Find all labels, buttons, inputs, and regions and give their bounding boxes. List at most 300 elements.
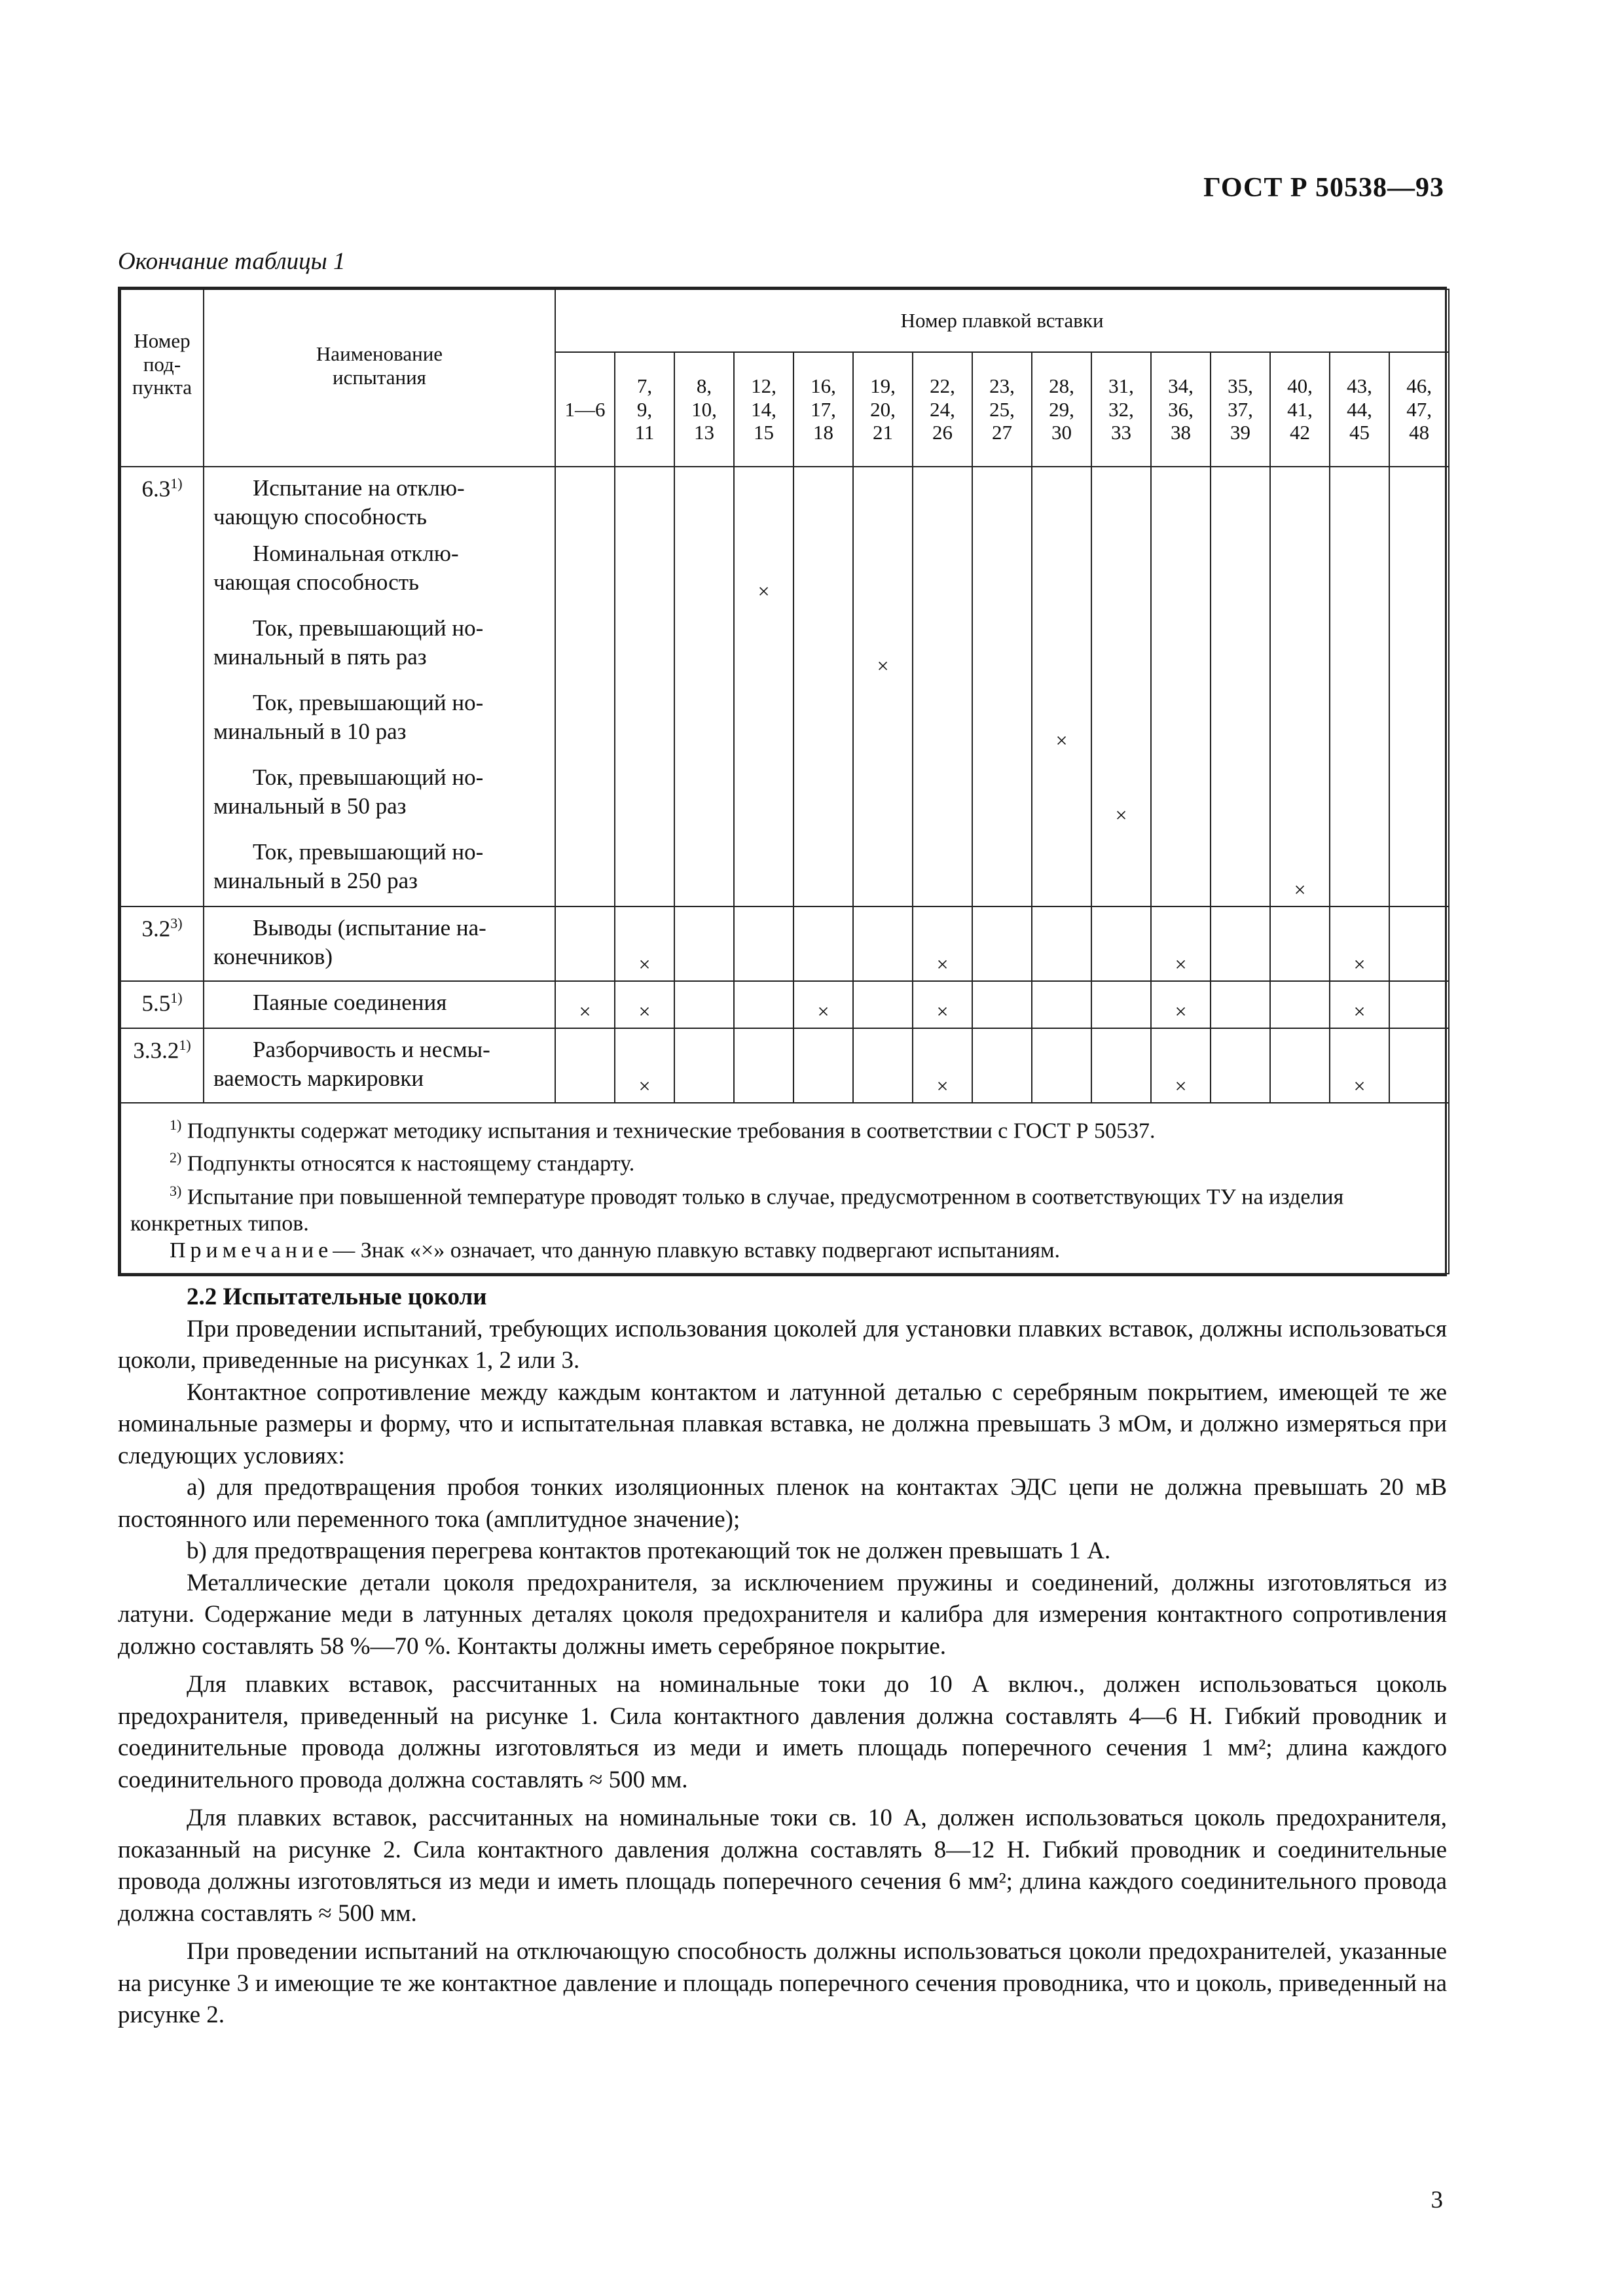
subclause-number: 6.3 bbox=[141, 476, 171, 502]
mark-slot bbox=[973, 757, 1031, 831]
mark-cell bbox=[615, 906, 674, 981]
test-mark: × bbox=[1175, 1074, 1187, 1098]
fuse-number: 26 bbox=[932, 421, 953, 444]
test-name-line: Разборчивость и несмы- bbox=[253, 1037, 490, 1062]
test-mark: × bbox=[936, 999, 949, 1023]
fuse-number: 32, bbox=[1108, 397, 1134, 421]
mark-slot bbox=[913, 533, 972, 607]
mark-slot bbox=[615, 1029, 674, 1102]
fuse-number: 46, bbox=[1406, 374, 1432, 398]
mark-slot bbox=[1211, 607, 1269, 682]
mark-slot bbox=[794, 907, 852, 980]
fuse-number: 22, bbox=[930, 374, 955, 398]
subclause-footnote-mark: 3) bbox=[170, 915, 183, 931]
mark-slot bbox=[1092, 982, 1150, 1028]
mark-slot bbox=[854, 467, 912, 533]
mark-slot bbox=[1032, 533, 1091, 607]
mark-slot bbox=[615, 757, 674, 831]
mark-cell bbox=[793, 1028, 853, 1103]
fuse-number: 13 bbox=[694, 421, 714, 444]
section-row bbox=[120, 981, 1449, 1028]
mark-slot bbox=[1092, 907, 1150, 980]
mark-cell bbox=[1389, 1028, 1449, 1103]
mark-slot bbox=[1152, 1029, 1210, 1102]
mark-slot bbox=[615, 907, 674, 980]
subclause-header-line: Номер bbox=[134, 329, 191, 352]
mark-cell bbox=[1270, 906, 1330, 981]
mark-slot bbox=[913, 831, 972, 906]
mark-slot bbox=[1092, 1029, 1150, 1102]
section-row bbox=[120, 467, 1449, 906]
mark-slot bbox=[556, 907, 614, 980]
subclause-cell bbox=[120, 906, 204, 981]
mark-slot bbox=[973, 982, 1031, 1028]
mark-cell bbox=[1211, 467, 1270, 906]
mark-slot bbox=[973, 831, 1031, 906]
test-name-line: минальный в 250 раз bbox=[213, 868, 418, 893]
mark-slot bbox=[615, 831, 674, 906]
footnote-mark: 3) bbox=[170, 1182, 182, 1199]
fuse-number: 44, bbox=[1347, 397, 1372, 421]
mark-slot bbox=[1211, 907, 1269, 980]
mark-slot bbox=[1271, 907, 1329, 980]
mark-slot bbox=[854, 982, 912, 1028]
mark-cell bbox=[734, 981, 793, 1028]
mark-slot bbox=[1330, 982, 1389, 1028]
subclause-number: 3.2 bbox=[141, 916, 171, 942]
mark-slot bbox=[1330, 467, 1389, 533]
fuse-number: 28, bbox=[1049, 374, 1074, 398]
mark-slot bbox=[615, 982, 674, 1028]
test-mark: × bbox=[638, 999, 651, 1023]
mark-slot bbox=[913, 607, 972, 682]
section-2-2 bbox=[118, 1282, 1447, 2032]
fuse-number: 38 bbox=[1171, 421, 1191, 444]
mark-slot bbox=[556, 831, 614, 906]
mark-cell bbox=[1151, 1028, 1211, 1103]
mark-slot bbox=[1330, 757, 1389, 831]
test-mark: × bbox=[936, 1074, 949, 1098]
test-name-cell bbox=[204, 981, 555, 1028]
subclause-header-line: под- bbox=[143, 352, 181, 376]
mark-slot bbox=[1330, 533, 1389, 607]
mark-cell bbox=[853, 906, 913, 981]
test-mark: × bbox=[1353, 952, 1366, 976]
mark-cell bbox=[674, 467, 734, 906]
mark-cell bbox=[1151, 906, 1211, 981]
mark-slot bbox=[854, 831, 912, 906]
mark-cell bbox=[555, 467, 615, 906]
footnotes-cell bbox=[120, 1103, 1449, 1274]
table-note bbox=[130, 1237, 1439, 1264]
mark-slot bbox=[1271, 467, 1329, 533]
mark-slot bbox=[913, 682, 972, 757]
fuse-number-cell bbox=[793, 352, 853, 467]
mark-cell bbox=[1389, 981, 1449, 1028]
test-name-line: чающая способность bbox=[213, 569, 419, 595]
mark-slot bbox=[615, 533, 674, 607]
mark-cell bbox=[913, 981, 972, 1028]
mark-slot bbox=[1390, 1029, 1448, 1102]
mark-slot bbox=[1330, 607, 1389, 682]
header-row-1 bbox=[120, 289, 1449, 352]
mark-slot bbox=[794, 607, 852, 682]
test-mark: × bbox=[1175, 999, 1187, 1023]
test-name-cell bbox=[204, 467, 555, 906]
fuse-number-cell bbox=[1211, 352, 1270, 467]
mark-slot bbox=[1390, 607, 1448, 682]
mark-cell bbox=[913, 1028, 972, 1103]
mark-cell bbox=[1032, 906, 1091, 981]
mark-slot bbox=[913, 757, 972, 831]
mark-slot bbox=[735, 757, 793, 831]
mark-slot bbox=[1330, 831, 1389, 906]
mark-slot bbox=[1271, 757, 1329, 831]
test-name bbox=[204, 533, 555, 607]
mark-slot bbox=[556, 467, 614, 533]
fuse-number: 7, bbox=[636, 374, 653, 398]
mark-slot bbox=[794, 831, 852, 906]
test-name-line: Ток, превышающий но- bbox=[253, 690, 484, 715]
mark-cell bbox=[555, 1028, 615, 1103]
fuse-number-cell bbox=[1091, 352, 1151, 467]
mark-slot bbox=[1211, 467, 1269, 533]
test-mark: × bbox=[1055, 728, 1068, 752]
mark-slot bbox=[1032, 907, 1091, 980]
fuse-number: 16, bbox=[811, 374, 836, 398]
fuse-number-cell bbox=[1330, 352, 1389, 467]
test-name-line: чающую способность bbox=[213, 504, 428, 529]
footnote bbox=[130, 1177, 1439, 1237]
fuse-number: 35, bbox=[1228, 374, 1253, 398]
mark-slot bbox=[675, 907, 733, 980]
test-name-line: Ток, превышающий но- bbox=[253, 764, 484, 790]
mark-cell bbox=[674, 1028, 734, 1103]
mark-cell bbox=[555, 981, 615, 1028]
fuse-number: 17, bbox=[811, 397, 836, 421]
mark-slot bbox=[1211, 831, 1269, 906]
fuse-number-cell bbox=[1151, 352, 1211, 467]
fuse-number: 11 bbox=[634, 421, 655, 444]
mark-slot bbox=[1152, 757, 1210, 831]
mark-slot bbox=[1330, 682, 1389, 757]
mark-slot bbox=[1032, 831, 1091, 906]
test-mark: × bbox=[936, 952, 949, 976]
section-row bbox=[120, 1028, 1449, 1103]
fuse-number: 37, bbox=[1228, 397, 1253, 421]
mark-cell bbox=[1211, 906, 1270, 981]
body-paragraph: а) для предотвращения пробоя тонких изоляционных пленок на контактах ЭДС цепи не должна превышать 20 мВ постоянного или переменного тока (амплитудное значение); bbox=[118, 1474, 1447, 1533]
mark-cell bbox=[1330, 1028, 1389, 1103]
test-mark: × bbox=[1353, 999, 1366, 1023]
mark-slot bbox=[735, 831, 793, 906]
mark-cell bbox=[615, 1028, 674, 1103]
mark-cell bbox=[1330, 467, 1389, 906]
mark-slot bbox=[1092, 607, 1150, 682]
mark-slot bbox=[1211, 533, 1269, 607]
mark-slot bbox=[1152, 607, 1210, 682]
test-name-line: Выводы (испытание на- bbox=[253, 915, 486, 941]
test-name bbox=[204, 907, 555, 980]
subclause-footnote-mark: 1) bbox=[170, 475, 183, 492]
mark-cell bbox=[1151, 981, 1211, 1028]
mark-cell bbox=[913, 906, 972, 981]
test-mark: × bbox=[1115, 803, 1127, 827]
mark-cell bbox=[555, 906, 615, 981]
fuse-number: 19, bbox=[870, 374, 896, 398]
body-paragraph: При проведении испытаний, требующих использования цоколей для установки плавких вставок, должны использоваться цоколи, приведенные на рисунках 1, 2 или 3. bbox=[118, 1315, 1447, 1374]
fuse-number: 10, bbox=[691, 397, 717, 421]
fuse-number: 8, bbox=[696, 374, 712, 398]
test-name-line: минальный в 10 раз bbox=[213, 719, 407, 744]
mark-slot bbox=[1390, 831, 1448, 906]
fuse-number-cell bbox=[972, 352, 1032, 467]
fuse-number: 33 bbox=[1111, 421, 1131, 444]
footnote-text: Испытание при повышенной температуре проводят только в случае, предусмотренном в соответствующих ТУ на изделия конкретных типов. bbox=[130, 1184, 1344, 1236]
mark-slot bbox=[735, 682, 793, 757]
test-name bbox=[204, 982, 555, 1028]
mark-cell bbox=[793, 467, 853, 906]
fuse-number: 39 bbox=[1230, 421, 1250, 444]
mark-slot bbox=[913, 467, 972, 533]
fuse-number: 47, bbox=[1406, 397, 1432, 421]
footnotes-row bbox=[120, 1103, 1449, 1274]
mark-slot bbox=[675, 1029, 733, 1102]
mark-slot bbox=[1032, 467, 1091, 533]
mark-slot bbox=[615, 467, 674, 533]
mark-slot bbox=[854, 907, 912, 980]
mark-cell bbox=[793, 981, 853, 1028]
fuse-number: 43, bbox=[1347, 374, 1372, 398]
mark-cell bbox=[674, 906, 734, 981]
test-name bbox=[204, 757, 555, 831]
mark-slot bbox=[1092, 533, 1150, 607]
test-name bbox=[204, 1029, 555, 1102]
table-continuation-label: Окончание таблицы 1 bbox=[118, 248, 346, 275]
mark-slot bbox=[1211, 982, 1269, 1028]
body-paragraph: Контактное сопротивление между каждым контактом и латунной деталью с серебряным покрытием, имеющей те же номинальные размеры и форму, что и испытательная плавкая вставка, не должна превышать 3 мОм, и должно измеряться при следующих условиях: bbox=[118, 1378, 1447, 1469]
mark-slot bbox=[1390, 682, 1448, 757]
test-mark: × bbox=[1175, 952, 1187, 976]
mark-slot bbox=[556, 607, 614, 682]
fuse-number: 42 bbox=[1290, 421, 1310, 444]
test-name bbox=[204, 682, 555, 757]
test-mark: × bbox=[579, 999, 591, 1023]
mark-slot bbox=[1390, 907, 1448, 980]
mark-slot bbox=[1390, 467, 1448, 533]
mark-cell bbox=[853, 1028, 913, 1103]
note-label: Примечание bbox=[170, 1238, 333, 1263]
subclause-cell bbox=[120, 981, 204, 1028]
test-mark: × bbox=[817, 999, 830, 1023]
mark-slot bbox=[1032, 982, 1091, 1028]
mark-cell bbox=[1032, 981, 1091, 1028]
test-name-header bbox=[204, 289, 555, 467]
mark-slot bbox=[973, 682, 1031, 757]
mark-cell bbox=[972, 981, 1032, 1028]
mark-slot bbox=[1330, 1029, 1389, 1102]
fuse-number: 24, bbox=[930, 397, 955, 421]
test-name-line: Паяные соединения bbox=[253, 990, 447, 1015]
mark-slot bbox=[854, 1029, 912, 1102]
subclause-number: 3.3.2 bbox=[133, 1037, 179, 1064]
mark-slot bbox=[794, 757, 852, 831]
mark-cell bbox=[1270, 981, 1330, 1028]
mark-slot bbox=[1271, 982, 1329, 1028]
mark-cell bbox=[913, 467, 972, 906]
fuse-number: 34, bbox=[1168, 374, 1194, 398]
mark-cell bbox=[1330, 906, 1389, 981]
fuse-number: 1—6 bbox=[564, 397, 606, 421]
mark-cell bbox=[1389, 906, 1449, 981]
fuse-number: 27 bbox=[992, 421, 1012, 444]
mark-slot bbox=[735, 533, 793, 607]
mark-slot bbox=[615, 607, 674, 682]
mark-slot bbox=[794, 467, 852, 533]
mark-slot bbox=[1092, 757, 1150, 831]
mark-cell bbox=[1091, 1028, 1151, 1103]
body-paragraph: Для плавких вставок, рассчитанных на номинальные токи до 10 А включ., должен использоваться цоколь предохранителя, приведенный на рисунке 1. Сила контактного давления должна составлять 4—6 Н. Гибкий проводник и соединительные провода должны изготовляться из меди и иметь площадь поперечного сечения 1 мм²; длина каждого соединительного провода должна составлять ≈ 500 мм. bbox=[118, 1671, 1447, 1793]
mark-slot bbox=[973, 467, 1031, 533]
body-paragraph: При проведении испытаний на отключающую способность должны использоваться цоколи предохранителей, указанные на рисунке 3 и имеющие те же контактное давление и площадь поперечного сечения проводника, что и цоколь, приведенный на рисунке 2. bbox=[118, 1938, 1447, 2028]
mark-slot bbox=[556, 982, 614, 1028]
test-name-line: ваемость маркировки bbox=[213, 1066, 424, 1091]
fuse-number: 23, bbox=[989, 374, 1015, 398]
fuse-number: 41, bbox=[1287, 397, 1313, 421]
mark-cell bbox=[734, 1028, 793, 1103]
mark-slot bbox=[1211, 1029, 1269, 1102]
test-name-line: Номинальная отклю- bbox=[253, 541, 459, 566]
test-name-line: минальный в пять раз bbox=[213, 644, 427, 670]
subclause-cell bbox=[120, 1028, 204, 1103]
mark-slot bbox=[1032, 757, 1091, 831]
mark-cell bbox=[1032, 467, 1091, 906]
test-table bbox=[118, 287, 1447, 1276]
fuse-number-cell bbox=[853, 352, 913, 467]
fuse-number: 12, bbox=[751, 374, 776, 398]
mark-slot bbox=[854, 607, 912, 682]
test-name-line: Испытание на отклю- bbox=[253, 475, 465, 501]
footnote-mark: 1) bbox=[170, 1117, 182, 1133]
footnote-text: Подпункты содержат методику испытания и технические требования в соответствии с ГОСТ Р 50537. bbox=[187, 1119, 1156, 1143]
body-paragraph: Металлические детали цоколя предохранителя, за исключением пружины и соединений, должны изготовляться из латуни. Содержание меди в латунных деталях цоколя предохранителя и калибра для измерения контактного сопротивления должно составлять 58 %—70 %. Контакты должны иметь серебряное покрытие. bbox=[118, 1569, 1447, 1660]
test-name-header-line: Наименование bbox=[316, 342, 443, 365]
mark-slot bbox=[1032, 1029, 1091, 1102]
fuse-number-cell bbox=[555, 352, 615, 467]
mark-slot bbox=[973, 533, 1031, 607]
fuse-number: 14, bbox=[751, 397, 776, 421]
fuse-number-header: Номер плавкой вставки bbox=[555, 289, 1449, 352]
mark-slot bbox=[675, 982, 733, 1028]
mark-slot bbox=[794, 1029, 852, 1102]
mark-slot bbox=[675, 757, 733, 831]
test-name-cell bbox=[204, 906, 555, 981]
fuse-number-cell bbox=[615, 352, 674, 467]
mark-cell bbox=[1270, 1028, 1330, 1103]
mark-cell bbox=[1032, 1028, 1091, 1103]
fuse-number-cell bbox=[1270, 352, 1330, 467]
mark-slot bbox=[1271, 1029, 1329, 1102]
mark-cell bbox=[1389, 467, 1449, 906]
test-mark: × bbox=[757, 579, 770, 603]
subclause-number: 5.5 bbox=[141, 990, 171, 1016]
mark-slot bbox=[1271, 682, 1329, 757]
fuse-number: 48 bbox=[1409, 421, 1430, 444]
mark-slot bbox=[794, 682, 852, 757]
mark-slot bbox=[973, 607, 1031, 682]
mark-slot bbox=[615, 682, 674, 757]
mark-slot bbox=[675, 607, 733, 682]
mark-slot bbox=[735, 907, 793, 980]
test-name-header-line: испытания bbox=[333, 365, 426, 389]
test-name bbox=[204, 831, 555, 906]
fuse-number-cell bbox=[674, 352, 734, 467]
fuse-number: 45 bbox=[1349, 421, 1370, 444]
mark-slot bbox=[1152, 467, 1210, 533]
mark-slot bbox=[1152, 982, 1210, 1028]
subclause-header bbox=[120, 289, 204, 467]
mark-slot bbox=[913, 907, 972, 980]
mark-slot bbox=[675, 533, 733, 607]
mark-slot bbox=[556, 682, 614, 757]
mark-cell bbox=[1211, 1028, 1270, 1103]
test-mark: × bbox=[638, 952, 651, 976]
mark-cell bbox=[615, 981, 674, 1028]
mark-slot bbox=[556, 757, 614, 831]
mark-cell bbox=[734, 906, 793, 981]
mark-slot bbox=[1390, 533, 1448, 607]
mark-cell bbox=[972, 906, 1032, 981]
fuse-number: 18 bbox=[813, 421, 833, 444]
test-name-line: Ток, превышающий но- bbox=[253, 615, 484, 641]
footnote-mark: 2) bbox=[170, 1149, 182, 1166]
fuse-number: 9, bbox=[636, 397, 653, 421]
fuse-number: 40, bbox=[1287, 374, 1313, 398]
mark-cell bbox=[1091, 981, 1151, 1028]
test-name-cell bbox=[204, 1028, 555, 1103]
mark-slot bbox=[735, 982, 793, 1028]
footnote bbox=[130, 1111, 1439, 1144]
body-paragraph: b) для предотвращения перегрева контактов протекающий ток не должен превышать 1 А. bbox=[187, 1537, 1111, 1564]
mark-cell bbox=[1091, 467, 1151, 906]
mark-slot bbox=[1152, 533, 1210, 607]
mark-slot bbox=[675, 467, 733, 533]
mark-cell bbox=[1091, 906, 1151, 981]
test-mark: × bbox=[638, 1074, 651, 1098]
mark-slot bbox=[1092, 467, 1150, 533]
test-name-line: Ток, превышающий но- bbox=[253, 839, 484, 865]
mark-slot bbox=[1271, 831, 1329, 906]
mark-cell bbox=[793, 906, 853, 981]
mark-slot bbox=[1152, 907, 1210, 980]
footnote-text: Подпункты относятся к настоящему стандарту. bbox=[187, 1151, 635, 1176]
mark-cell bbox=[853, 467, 913, 906]
mark-slot bbox=[735, 467, 793, 533]
mark-cell bbox=[615, 467, 674, 906]
mark-cell bbox=[1330, 981, 1389, 1028]
test-name-line: конечников) bbox=[213, 944, 333, 969]
mark-slot bbox=[1032, 682, 1091, 757]
mark-slot bbox=[556, 1029, 614, 1102]
mark-slot bbox=[973, 907, 1031, 980]
mark-slot bbox=[1271, 533, 1329, 607]
mark-slot bbox=[913, 1029, 972, 1102]
mark-slot bbox=[675, 682, 733, 757]
fuse-number: 21 bbox=[873, 421, 893, 444]
mark-cell bbox=[972, 467, 1032, 906]
mark-slot bbox=[1211, 682, 1269, 757]
mark-cell bbox=[1151, 467, 1211, 906]
